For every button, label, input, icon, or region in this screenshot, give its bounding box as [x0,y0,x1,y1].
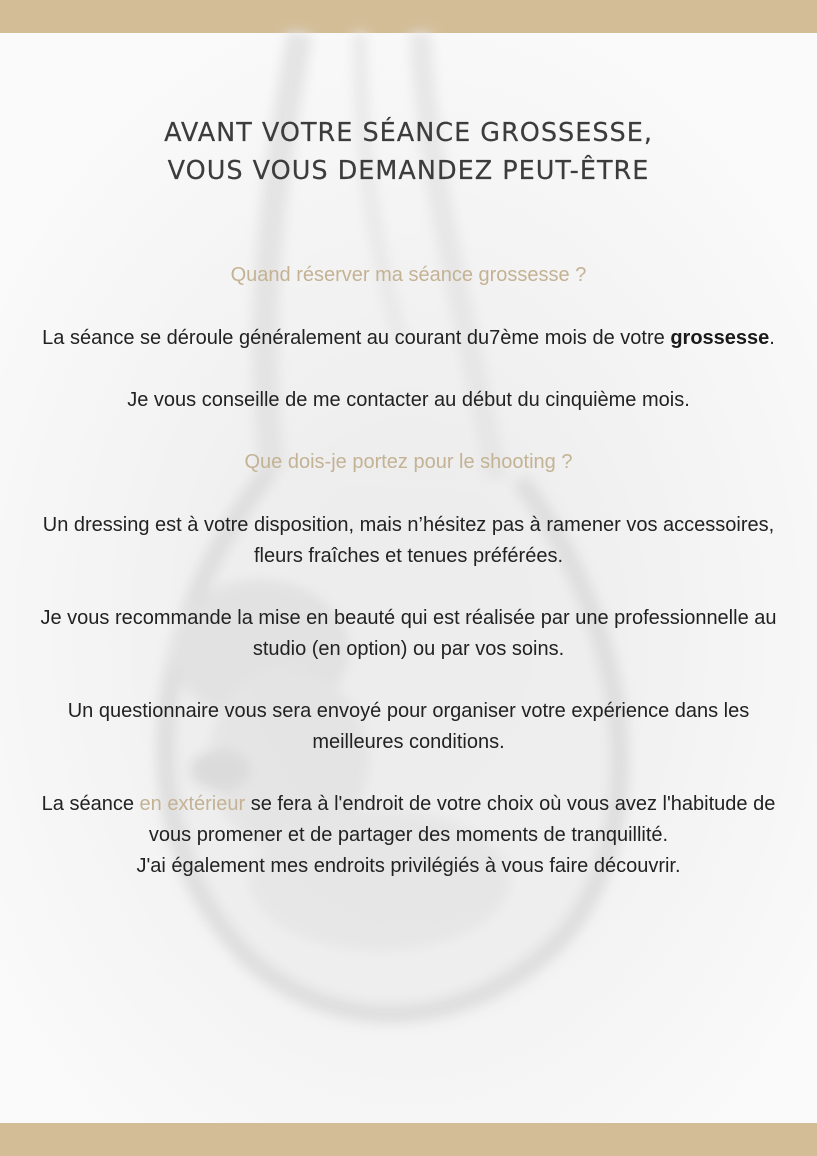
answer-questionnaire: Un questionnaire vous sera envoyé pour organiser votre expérience dans les meilleures conditions. [67,700,750,753]
answer-outdoor-end: se fera à l'endroit de votre choix où vous avez l'habitude de vous promener et de partager des moments de tranquillité. [148,793,776,846]
bottom-band [0,1123,817,1156]
title-line-1: AVANT VOTRE SÉANCE GROSSESSE, [164,118,653,149]
answer-outdoor [40,789,777,851]
question-outfit: Que dois-je portez pour le shooting ? [244,451,573,473]
answer-makeup: Je vous recommande la mise en beauté qui est réalisée par une professionnelle au studio (en option) ou par vos soins. [40,607,777,660]
answer-outdoor-start: La séance [41,793,140,815]
answer-booking-timing [40,323,777,354]
question-booking: Quand réserver ma séance grossesse ? [230,264,587,286]
answer-booking-timing-text: La séance se déroule généralement au courant du7ème mois de votre [42,327,671,349]
faq-content [40,260,777,882]
page-title [0,114,817,190]
answer-favorite-places: J'ai également mes endroits privilégiés à vous faire découvrir. [136,855,681,877]
bold-word-grossesse: grossesse [670,327,770,349]
title-line-2: VOUS VOUS DEMANDEZ PEUT-ÊTRE [167,156,650,187]
answer-dressing: Un dressing est à votre disposition, mais n’hésitez pas à ramener vos accessoires, fleurs fraîches et tenues préférées. [42,514,775,567]
highlight-en-exterieur: en extérieur [139,793,246,815]
answer-booking-contact: Je vous conseille de me contacter au début du cinquième mois. [127,389,690,411]
answer-booking-timing-end: . [769,327,775,349]
